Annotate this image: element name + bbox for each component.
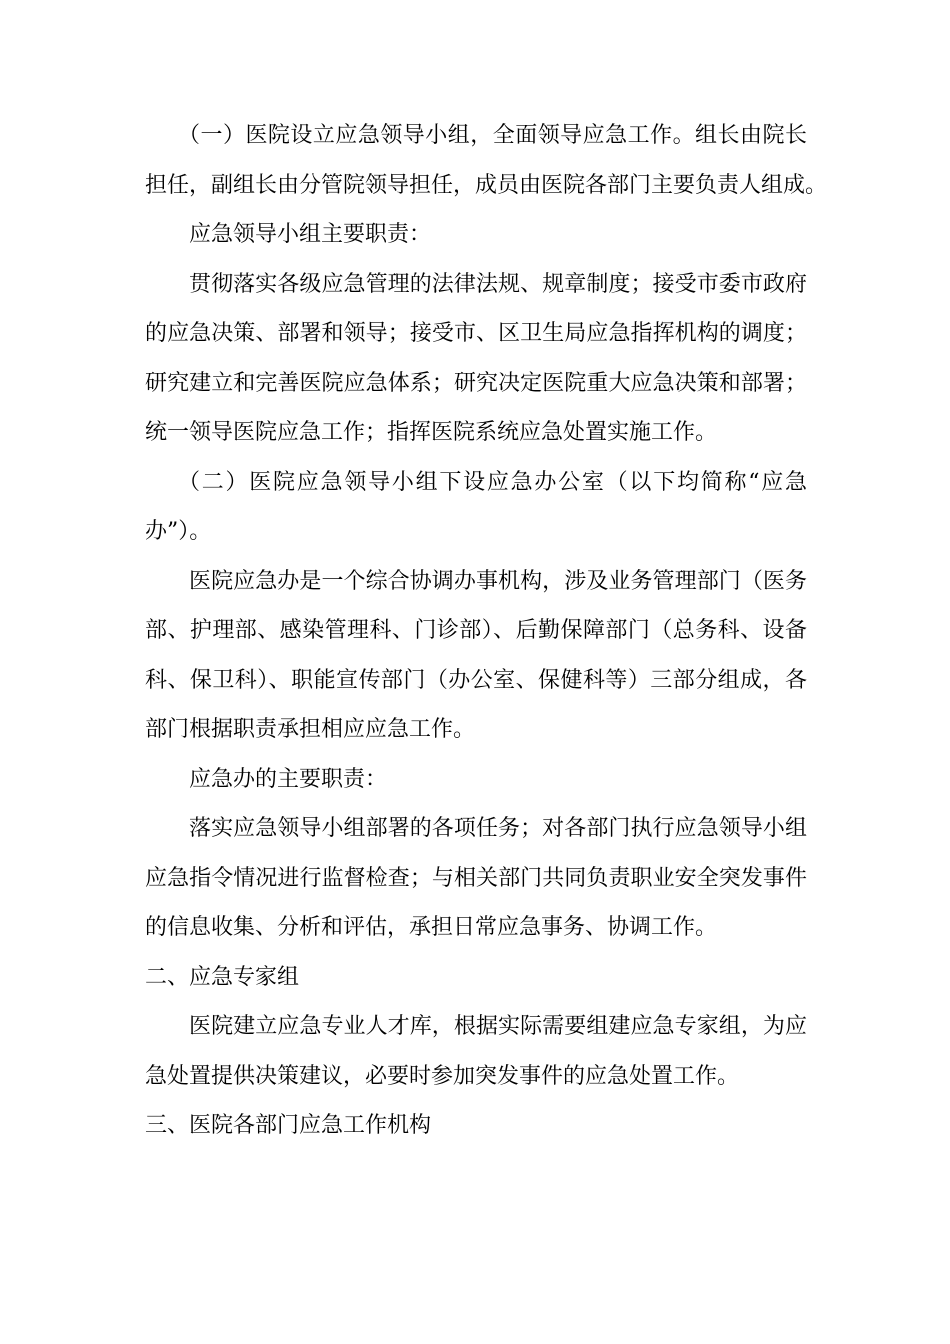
paragraph-line: 的信息收集、分析和评估，承担日常应急事务、协调工作。 (145, 915, 718, 940)
paragraph-line: 部门根据职责承担相应应急工作。 (145, 717, 476, 742)
document-page (145, 111, 828, 1151)
paragraph-line: 落实应急领导小组部署的各项任务；对各部门执行应急领导小组 (189, 816, 807, 841)
paragraph-line: 急处置提供决策建议，必要时参加突发事件的应急处置工作。 (145, 1063, 740, 1089)
paragraph-line: 研究建立和完善医院应急体系；研究决定医院重大应急决策和部署； (145, 370, 807, 396)
paragraph-line: （二）医院应急领导小组下设应急办公室（以下均简称“应急 (178, 469, 807, 495)
paragraph-line: 的应急决策、部署和领导；接受市、区卫生局应急指挥机构的调度； (145, 321, 807, 346)
section-heading: 三、医院各部门应急工作机构 (145, 1113, 432, 1138)
paragraph-line: 医院建立应急专业人才库，根据实际需要组建应急专家组，为应 (189, 1014, 807, 1039)
paragraph-line: 办”）。 (145, 519, 212, 544)
paragraph-line: 科、保卫科）、职能宣传部门（办公室、保健科等）三部分组成，各 (145, 667, 807, 693)
paragraph-line: 应急办的主要职责： (189, 766, 388, 792)
paragraph-line: 统一领导医院应急工作；指挥医院系统应急处置实施工作。 (145, 420, 718, 445)
paragraph-line: 应急领导小组主要职责： (189, 222, 432, 247)
paragraph-line: 医院应急办是一个综合协调办事机构，涉及业务管理部门（医务 (189, 568, 807, 594)
paragraph-line: 应急指令情况进行监督检查；与相关部门共同负责职业安全突发事件 (145, 865, 807, 891)
paragraph-line: 担任，副组长由分管院领导担任，成员由医院各部门主要负责人组成。 (145, 172, 828, 198)
paragraph-line: 贯彻落实各级应急管理的法律法规、规章制度；接受市委市政府 (189, 271, 807, 297)
paragraph-line: （一）医院设立应急领导小组，全面领导应急工作。组长由院长 (178, 123, 807, 148)
paragraph-line: 部、护理部、感染管理科、门诊部）、后勤保障部门（总务科、设备 (145, 618, 807, 643)
section-heading: 二、应急专家组 (145, 964, 300, 990)
